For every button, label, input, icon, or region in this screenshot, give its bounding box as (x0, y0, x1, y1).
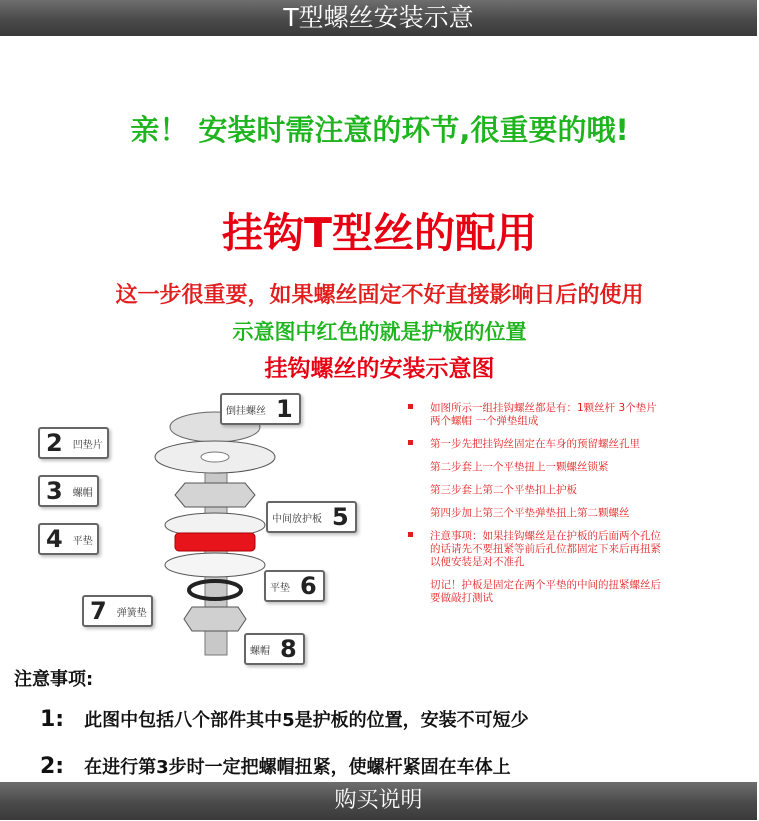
part-label-1: 倒挂螺丝 1 (220, 393, 301, 425)
step-note: 第二步套上一个平垫扭上一颗螺丝锁紧 (430, 461, 609, 473)
part-label-4: 4 平垫 (38, 523, 99, 555)
step-note: 如图所示一组挂钩螺丝都是有：1颗丝杆 3个垫片 两个螺帽 一个弹垫组成 (430, 402, 670, 428)
tip-text: 亲！ 安装时需注意的环节,很重要的哦! (130, 113, 629, 147)
step-note: 注意事项：如果挂钩螺丝是在护板的后面两个孔位的话请先不要扭紧等前后孔位都固定下来后再扭紧以便安装是对不准孔 (430, 530, 670, 569)
main-title: 挂钩T型丝的配用 (222, 209, 537, 257)
step-note: 第三步套上第二个平垫扣上护板 (430, 484, 577, 496)
installation-steps (430, 402, 670, 615)
part-label-3: 3 螺帽 (38, 475, 99, 507)
note-item-1: 1: 此图中包括八个部件其中5是护板的位置，安装不可短少 (40, 707, 529, 732)
step-note: 第一步先把挂钩丝固定在车身的预留螺丝孔里 (430, 438, 670, 451)
part-label-5: 中间放护板 5 (266, 501, 357, 533)
part-label-7: 7 弹簧垫 (82, 595, 153, 627)
step-note: 切记！护板是固定在两个平垫的中间的扭紧螺丝后要做敲打测试 (430, 579, 661, 604)
part-label-6: 平垫 6 (264, 570, 325, 602)
note-item-2: 2: 在进行第3步时一定把螺帽扭紧，使螺杆紧固在车体上 (40, 754, 511, 779)
importance-text: 这一步很重要，如果螺丝固定不好直接影响日后的使用 (115, 283, 644, 308)
diagram-title: 挂钩螺丝的安装示意图 (264, 356, 495, 382)
plate-note-text: 示意图中红色的就是护板的位置 (232, 320, 527, 344)
notes-heading: 注意事项: (14, 669, 94, 690)
header-bar (0, 0, 757, 36)
step-note: 第四步加上第三个平垫弹垫扭上第二颗螺丝 (430, 507, 630, 519)
part-label-2: 2 凹垫片 (38, 427, 109, 459)
header-title: T型螺丝安装示意 (283, 3, 474, 32)
installation-diagram (30, 385, 360, 665)
part-label-8: 螺帽 8 (244, 633, 305, 665)
footer-title: 购买说明 (334, 788, 423, 813)
footer-bar (0, 782, 757, 820)
